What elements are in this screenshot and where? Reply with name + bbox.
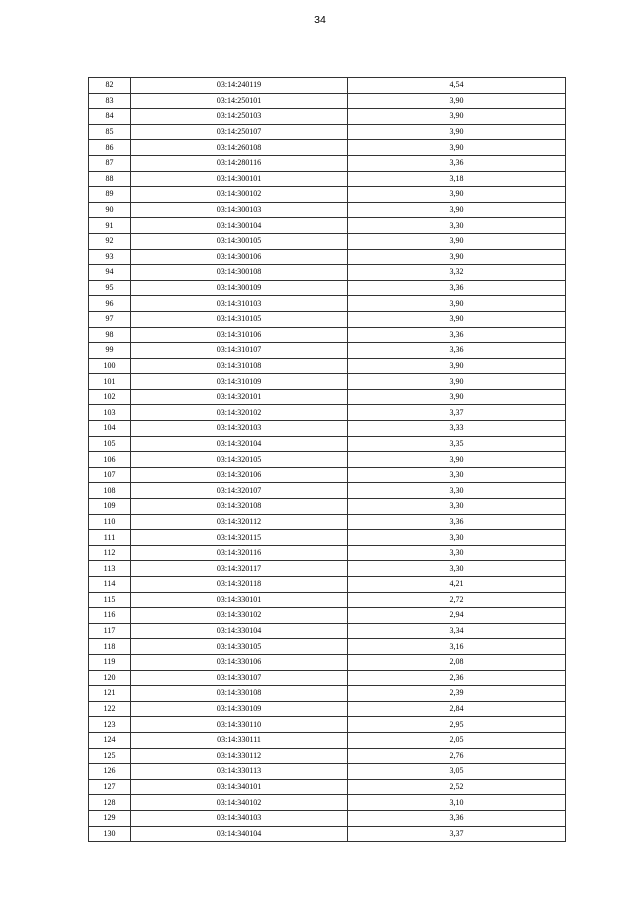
- table-row: [89, 826, 566, 842]
- cadastral-code-cell: 03:14:340101: [131, 779, 348, 795]
- cadastral-code-cell: 03:14:320103: [131, 421, 348, 437]
- value-cell: 3,30: [348, 545, 566, 561]
- value-cell: 3,90: [348, 389, 566, 405]
- cadastral-code-cell: 03:14:320115: [131, 530, 348, 546]
- table-row: [89, 249, 566, 265]
- cadastral-code-cell: 03:14:340104: [131, 826, 348, 842]
- cadastral-code-cell: 03:14:330106: [131, 654, 348, 670]
- value-cell: 3,90: [348, 358, 566, 374]
- value-cell: 3,30: [348, 483, 566, 499]
- table-row: [89, 280, 566, 296]
- table-row: [89, 717, 566, 733]
- cadastral-code-cell: 03:14:320107: [131, 483, 348, 499]
- value-cell: 3,36: [348, 810, 566, 826]
- row-number-cell: 90: [89, 202, 131, 218]
- value-cell: 2,76: [348, 748, 566, 764]
- cadastral-code-cell: 03:14:300109: [131, 280, 348, 296]
- row-number-cell: 107: [89, 467, 131, 483]
- row-number-cell: 83: [89, 93, 131, 109]
- row-number-cell: 114: [89, 577, 131, 593]
- cadastral-code-cell: 03:14:300108: [131, 265, 348, 281]
- row-number-cell: 122: [89, 701, 131, 717]
- cadastral-code-cell: 03:14:320117: [131, 561, 348, 577]
- table-body: [89, 78, 566, 842]
- table-row: [89, 109, 566, 125]
- cadastral-code-cell: 03:14:320102: [131, 405, 348, 421]
- value-cell: 3,90: [348, 296, 566, 312]
- cadastral-code-cell: 03:14:330107: [131, 670, 348, 686]
- table-row: [89, 623, 566, 639]
- value-cell: 3,30: [348, 467, 566, 483]
- table-row: [89, 436, 566, 452]
- cadastral-code-cell: 03:14:330113: [131, 764, 348, 780]
- value-cell: 3,90: [348, 109, 566, 125]
- row-number-cell: 93: [89, 249, 131, 265]
- value-cell: 3,36: [348, 155, 566, 171]
- row-number-cell: 102: [89, 389, 131, 405]
- row-number-cell: 99: [89, 343, 131, 359]
- value-cell: 3,35: [348, 436, 566, 452]
- cadastral-code-cell: 03:14:300106: [131, 249, 348, 265]
- table-row: [89, 467, 566, 483]
- row-number-cell: 85: [89, 124, 131, 140]
- value-cell: 3,90: [348, 187, 566, 203]
- table-row: [89, 810, 566, 826]
- row-number-cell: 125: [89, 748, 131, 764]
- cadastral-code-cell: 03:14:340103: [131, 810, 348, 826]
- cadastral-code-cell: 03:14:310109: [131, 374, 348, 390]
- row-number-cell: 98: [89, 327, 131, 343]
- value-cell: 3,30: [348, 561, 566, 577]
- row-number-cell: 116: [89, 608, 131, 624]
- table-row: [89, 452, 566, 468]
- cadastral-code-cell: 03:14:320105: [131, 452, 348, 468]
- row-number-cell: 100: [89, 358, 131, 374]
- row-number-cell: 130: [89, 826, 131, 842]
- table-row: [89, 296, 566, 312]
- cadastral-code-cell: 03:14:250103: [131, 109, 348, 125]
- row-number-cell: 97: [89, 311, 131, 327]
- table-row: [89, 530, 566, 546]
- value-cell: 4,54: [348, 78, 566, 94]
- table-row: [89, 639, 566, 655]
- cadastral-code-cell: 03:14:310107: [131, 343, 348, 359]
- cadastral-code-cell: 03:14:300101: [131, 171, 348, 187]
- row-number-cell: 101: [89, 374, 131, 390]
- cadastral-code-cell: 03:14:330111: [131, 732, 348, 748]
- cadastral-code-cell: 03:14:310108: [131, 358, 348, 374]
- row-number-cell: 118: [89, 639, 131, 655]
- table-row: [89, 265, 566, 281]
- value-cell: 3,90: [348, 233, 566, 249]
- value-cell: 3,36: [348, 343, 566, 359]
- value-cell: 2,72: [348, 592, 566, 608]
- cadastral-code-cell: 03:14:320116: [131, 545, 348, 561]
- cadastral-code-cell: 03:14:320106: [131, 467, 348, 483]
- cadastral-code-cell: 03:14:300105: [131, 233, 348, 249]
- row-number-cell: 109: [89, 499, 131, 515]
- row-number-cell: 88: [89, 171, 131, 187]
- table-row: [89, 389, 566, 405]
- value-cell: 3,30: [348, 530, 566, 546]
- cadastral-code-cell: 03:14:300103: [131, 202, 348, 218]
- value-cell: 3,90: [348, 93, 566, 109]
- row-number-cell: 89: [89, 187, 131, 203]
- table-row: [89, 748, 566, 764]
- row-number-cell: 96: [89, 296, 131, 312]
- row-number-cell: 106: [89, 452, 131, 468]
- table-row: [89, 654, 566, 670]
- value-cell: 3,90: [348, 311, 566, 327]
- value-cell: 3,10: [348, 795, 566, 811]
- value-cell: 3,37: [348, 405, 566, 421]
- table-row: [89, 93, 566, 109]
- table-row: [89, 514, 566, 530]
- cadastral-code-cell: 03:14:320101: [131, 389, 348, 405]
- value-cell: 3,36: [348, 280, 566, 296]
- cadastral-code-cell: 03:14:330109: [131, 701, 348, 717]
- table-row: [89, 764, 566, 780]
- row-number-cell: 119: [89, 654, 131, 670]
- value-cell: 3,16: [348, 639, 566, 655]
- cadastral-code-cell: 03:14:300104: [131, 218, 348, 234]
- cadastral-code-cell: 03:14:300102: [131, 187, 348, 203]
- table-row: [89, 358, 566, 374]
- cadastral-code-cell: 03:14:280116: [131, 155, 348, 171]
- table-row: [89, 374, 566, 390]
- table-row: [89, 202, 566, 218]
- table-row: [89, 171, 566, 187]
- cadastral-code-cell: 03:14:310105: [131, 311, 348, 327]
- table-row: [89, 483, 566, 499]
- table-row: [89, 701, 566, 717]
- value-cell: 3,36: [348, 327, 566, 343]
- table-row: [89, 233, 566, 249]
- cadastral-code-cell: 03:14:320104: [131, 436, 348, 452]
- row-number-cell: 103: [89, 405, 131, 421]
- data-table: [88, 77, 566, 842]
- value-cell: 3,30: [348, 499, 566, 515]
- cadastral-code-cell: 03:14:330104: [131, 623, 348, 639]
- row-number-cell: 124: [89, 732, 131, 748]
- row-number-cell: 94: [89, 265, 131, 281]
- table-row: [89, 327, 566, 343]
- row-number-cell: 87: [89, 155, 131, 171]
- table-row: [89, 405, 566, 421]
- table-row: [89, 732, 566, 748]
- cadastral-code-cell: 03:14:310103: [131, 296, 348, 312]
- value-cell: 3,90: [348, 452, 566, 468]
- table-row: [89, 311, 566, 327]
- cadastral-code-cell: 03:14:250101: [131, 93, 348, 109]
- row-number-cell: 113: [89, 561, 131, 577]
- row-number-cell: 120: [89, 670, 131, 686]
- cadastral-code-cell: 03:14:330102: [131, 608, 348, 624]
- value-cell: 3,33: [348, 421, 566, 437]
- cadastral-code-cell: 03:14:310106: [131, 327, 348, 343]
- row-number-cell: 112: [89, 545, 131, 561]
- cadastral-code-cell: 03:14:340102: [131, 795, 348, 811]
- cadastral-code-cell: 03:14:320112: [131, 514, 348, 530]
- row-number-cell: 92: [89, 233, 131, 249]
- row-number-cell: 86: [89, 140, 131, 156]
- value-cell: 3,90: [348, 249, 566, 265]
- value-cell: 2,08: [348, 654, 566, 670]
- table-row: [89, 592, 566, 608]
- table-row: [89, 78, 566, 94]
- cadastral-code-cell: 03:14:250107: [131, 124, 348, 140]
- row-number-cell: 84: [89, 109, 131, 125]
- row-number-cell: 111: [89, 530, 131, 546]
- value-cell: 3,37: [348, 826, 566, 842]
- cadastral-code-cell: 03:14:330112: [131, 748, 348, 764]
- row-number-cell: 104: [89, 421, 131, 437]
- value-cell: 3,36: [348, 514, 566, 530]
- row-number-cell: 82: [89, 78, 131, 94]
- value-cell: 3,32: [348, 265, 566, 281]
- row-number-cell: 108: [89, 483, 131, 499]
- cadastral-code-cell: 03:14:320108: [131, 499, 348, 515]
- table-row: [89, 545, 566, 561]
- value-cell: 2,94: [348, 608, 566, 624]
- page-number: 34: [314, 14, 326, 26]
- cadastral-code-cell: 03:14:260108: [131, 140, 348, 156]
- row-number-cell: 121: [89, 686, 131, 702]
- row-number-cell: 115: [89, 592, 131, 608]
- row-number-cell: 128: [89, 795, 131, 811]
- value-cell: 2,84: [348, 701, 566, 717]
- value-cell: 3,90: [348, 374, 566, 390]
- value-cell: 3,30: [348, 218, 566, 234]
- row-number-cell: 95: [89, 280, 131, 296]
- table-row: [89, 421, 566, 437]
- cadastral-code-cell: 03:14:320118: [131, 577, 348, 593]
- table-row: [89, 343, 566, 359]
- table-row: [89, 577, 566, 593]
- table-row: [89, 670, 566, 686]
- value-cell: 2,52: [348, 779, 566, 795]
- table-row: [89, 686, 566, 702]
- row-number-cell: 110: [89, 514, 131, 530]
- value-cell: 3,90: [348, 124, 566, 140]
- value-cell: 3,34: [348, 623, 566, 639]
- table-row: [89, 187, 566, 203]
- value-cell: 2,05: [348, 732, 566, 748]
- table-row: [89, 795, 566, 811]
- cadastral-code-cell: 03:14:330105: [131, 639, 348, 655]
- value-cell: 3,18: [348, 171, 566, 187]
- value-cell: 2,36: [348, 670, 566, 686]
- table-row: [89, 608, 566, 624]
- table-row: [89, 218, 566, 234]
- value-cell: 3,90: [348, 140, 566, 156]
- table-row: [89, 561, 566, 577]
- cadastral-code-cell: 03:14:330108: [131, 686, 348, 702]
- row-number-cell: 91: [89, 218, 131, 234]
- value-cell: 3,90: [348, 202, 566, 218]
- table-row: [89, 499, 566, 515]
- table-row: [89, 155, 566, 171]
- value-cell: 3,05: [348, 764, 566, 780]
- table-row: [89, 779, 566, 795]
- row-number-cell: 117: [89, 623, 131, 639]
- table-row: [89, 140, 566, 156]
- row-number-cell: 105: [89, 436, 131, 452]
- row-number-cell: 127: [89, 779, 131, 795]
- cadastral-code-cell: 03:14:330110: [131, 717, 348, 733]
- row-number-cell: 129: [89, 810, 131, 826]
- value-cell: 2,39: [348, 686, 566, 702]
- row-number-cell: 126: [89, 764, 131, 780]
- cadastral-code-cell: 03:14:330101: [131, 592, 348, 608]
- row-number-cell: 123: [89, 717, 131, 733]
- table-row: [89, 124, 566, 140]
- value-cell: 4,21: [348, 577, 566, 593]
- value-cell: 2,95: [348, 717, 566, 733]
- cadastral-code-cell: 03:14:240119: [131, 78, 348, 94]
